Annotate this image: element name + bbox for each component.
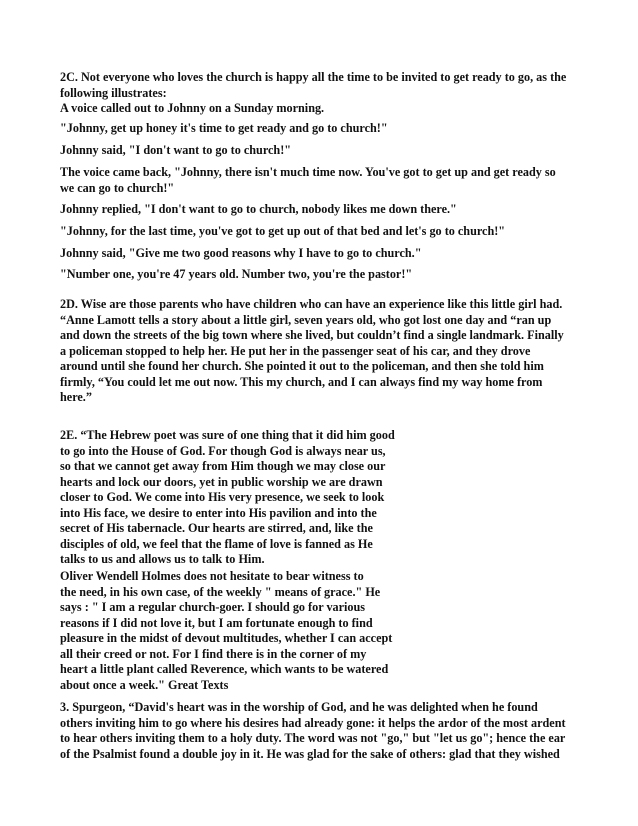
text-line: Oliver Wendell Holmes does not hesitate to bear witness to xyxy=(60,569,364,583)
text-line: The voice came back, "Johnny, there isn't much time now. You've got to get up and get ready so xyxy=(60,165,556,179)
text-line: 2C. Not everyone who loves the church is happy all the time to be invited to get ready to go, as the xyxy=(60,70,567,84)
text-line: about once a week." Great Texts xyxy=(60,677,229,692)
text-line: firmly, “You could let me out now. This my church, and I can always find my way home from xyxy=(60,374,543,389)
text-line: Johnny said, "Give me two good reasons why I have to go to church." xyxy=(60,246,422,260)
dialogue-line xyxy=(60,267,596,283)
dialogue-line xyxy=(60,165,596,196)
text-line: 3. Spurgeon, “David's heart was in the worship of God, and he was delighted when he found xyxy=(60,700,538,714)
section-2e-paragraph-1 xyxy=(60,428,480,568)
section-2c-intro xyxy=(60,70,596,117)
text-line: to hear others inviting them to a holy duty. The word was not "go," but "let us go"; hence the ear xyxy=(60,731,566,745)
text-line: talks to us and allows us to talk to Him. xyxy=(60,552,265,566)
text-line: “Anne Lamott tells a story about a little girl, seven years old, who got lost one day and “ran up xyxy=(60,312,552,327)
text-line: closer to God. We come into His very presence, we seek to look xyxy=(60,490,385,504)
section-2d xyxy=(60,297,596,406)
text-line: and down the streets of the big town where she lived, but couldn’t find a single landmark. Finally xyxy=(60,328,564,342)
text-line: others inviting him to go where his desires had already gone: it helps the ardor of the most ardent xyxy=(60,715,566,730)
dialogue-line xyxy=(60,143,596,159)
text-line: A voice called out to Johnny on a Sunday morning. xyxy=(60,101,325,115)
text-line: Johnny replied, "I don't want to go to church, nobody likes me down there." xyxy=(60,202,457,216)
text-line: all their creed or not. For I find there is in the corner of my xyxy=(60,646,367,661)
text-line: following illustrates: xyxy=(60,85,167,100)
text-line: "Number one, you're 47 years old. Number two, you're the pastor!" xyxy=(60,267,413,281)
text-line: disciples of old, we feel that the flame of love is fanned as He xyxy=(60,536,373,551)
dialogue-line xyxy=(60,224,596,240)
text-line: of the Psalmist found a double joy in it. He was glad for the sake of others: glad that they wished xyxy=(60,746,560,761)
text-line: a policeman stopped to help her. He put her in the passenger seat of his car, and they drove xyxy=(60,343,531,358)
text-line: secret of His tabernacle. Our hearts are stirred, and, like the xyxy=(60,521,373,535)
text-line: the need, in his own case, of the weekly " means of grace." He xyxy=(60,584,381,599)
text-line: Johnny said, "I don't want to go to church!" xyxy=(60,143,292,157)
text-line: says : " I am a regular church-goer. I should go for various xyxy=(60,600,366,614)
text-line: 2D. Wise are those parents who have children who can have an experience like this little girl had. xyxy=(60,297,563,311)
text-line: around until she found her church. She pointed it out to the policeman, and then she told him xyxy=(60,359,544,373)
text-line: reasons if I did not love it, but I am fortunate enough to find xyxy=(60,615,373,630)
dialogue-line xyxy=(60,246,596,262)
text-line: "Johnny, get up honey it's time to get ready and go to church!" xyxy=(60,121,388,135)
text-line: here.” xyxy=(60,390,92,404)
dialogue-line xyxy=(60,121,596,137)
text-line: so that we cannot get away from Him though we may close our xyxy=(60,459,386,473)
text-line: pleasure in the midst of devout multitudes, whether I can accept xyxy=(60,631,393,645)
section-3 xyxy=(60,700,596,762)
text-line: 2E. “The Hebrew poet was sure of one thing that it did him good xyxy=(60,428,395,442)
text-line: hearts and lock our doors, yet in public worship we are drawn xyxy=(60,474,383,489)
dialogue-line xyxy=(60,202,596,218)
text-line: heart a little plant called Reverence, which wants to be watered xyxy=(60,662,389,676)
text-line: to go into the House of God. For though God is always near us, xyxy=(60,443,386,458)
text-line: "Johnny, for the last time, you've got to get up out of that bed and let's go to church!" xyxy=(60,224,506,238)
text-line: into His face, we desire to enter into His pavilion and into the xyxy=(60,505,377,520)
text-line: we can go to church!" xyxy=(60,180,175,195)
section-2e-paragraph-2 xyxy=(60,569,480,693)
